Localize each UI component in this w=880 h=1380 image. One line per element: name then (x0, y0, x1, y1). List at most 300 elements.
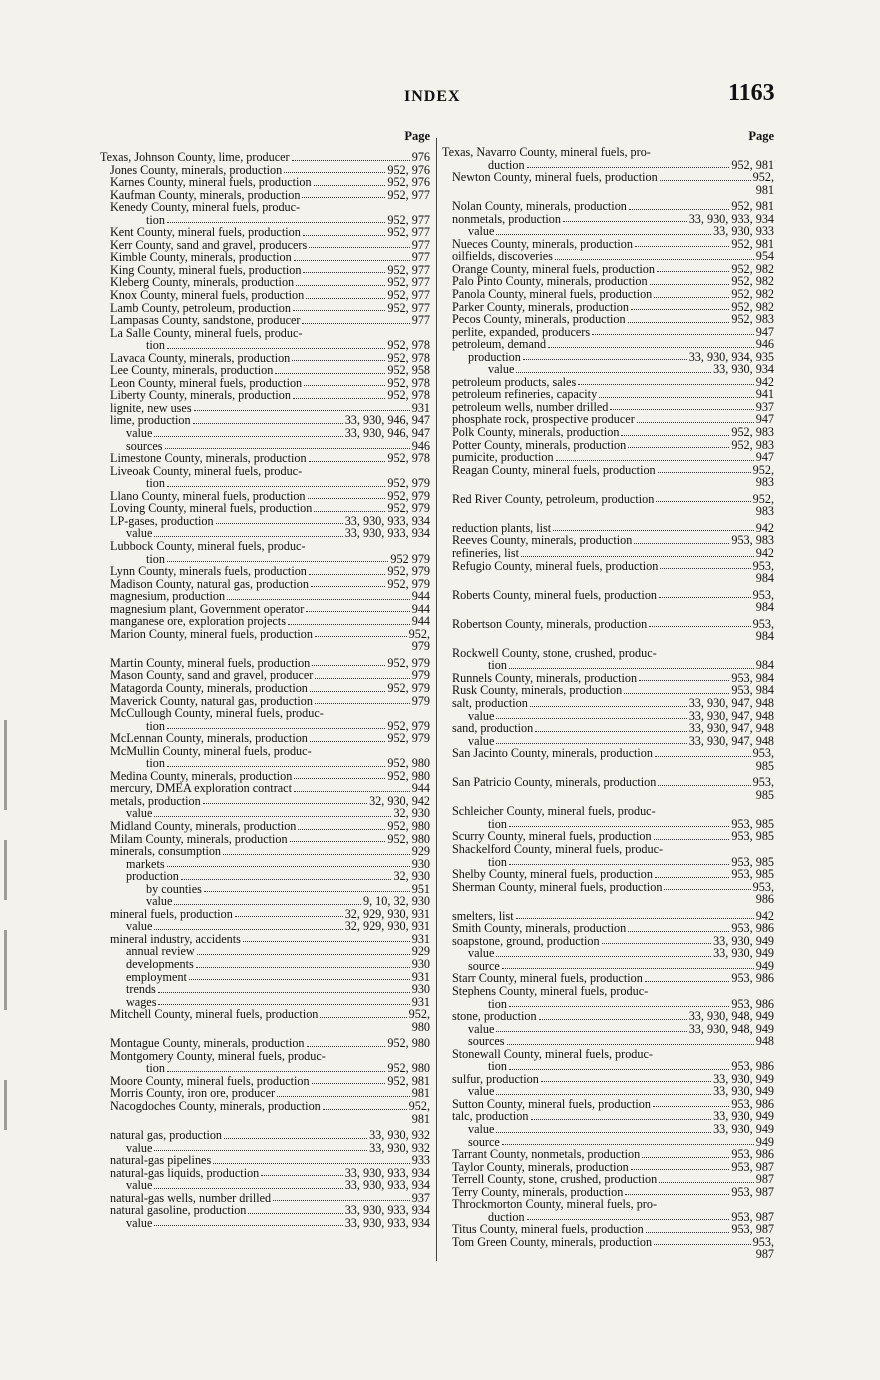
page-reference: 952, 978 (387, 375, 430, 390)
index-term: reduction plants, list (452, 520, 552, 535)
index-term: Kleberg County, minerals, production (110, 275, 295, 290)
index-term: by counties (146, 881, 202, 896)
index-term: value (126, 919, 153, 934)
dot-leader (296, 285, 385, 286)
index-entry (100, 1217, 430, 1230)
index-term: Nolan County, minerals, production (452, 199, 627, 214)
dot-leader (292, 360, 385, 361)
index-entry (100, 732, 430, 745)
page-reference: 953, 986 (731, 1096, 774, 1111)
dot-leader (527, 167, 730, 168)
dot-leader (323, 1109, 407, 1110)
dot-leader (154, 1150, 367, 1151)
dot-leader (307, 1046, 386, 1047)
index-column-left (100, 128, 430, 1229)
page-reference: 953, 987 (731, 1209, 774, 1224)
dot-leader (261, 1175, 342, 1176)
dot-leader (507, 1044, 754, 1045)
index-term: perlite, expanded, producers (452, 324, 591, 339)
index-entry (100, 1113, 430, 1126)
page-reference: 930 (411, 856, 430, 871)
dot-leader (654, 839, 730, 840)
index-term: natural-gas wells, number drilled (110, 1190, 272, 1205)
page-reference: 952, 977 (387, 288, 430, 303)
dot-leader (293, 398, 385, 399)
dot-leader (223, 854, 410, 855)
page-reference: 977 (411, 250, 430, 265)
index-entry (100, 590, 430, 603)
index-term: Red River County, petroleum, production (452, 491, 655, 506)
page-reference: 947 (755, 412, 774, 427)
index-entry (100, 502, 430, 515)
index-entry (442, 1173, 774, 1186)
page-reference: 946 (411, 438, 430, 453)
page-reference: 984 (755, 629, 774, 644)
index-term: Midland County, minerals, production (110, 818, 297, 833)
index-term: Reeves County, minerals, production (452, 533, 633, 548)
page-reference: 942 (755, 545, 774, 560)
page-reference: 952, 977 (387, 225, 430, 240)
page-reference: 953, 986 (731, 996, 774, 1011)
page-reference: 953, 983 (731, 533, 774, 548)
index-entry (442, 288, 774, 301)
page-reference: 33, 930, 934 (713, 362, 774, 377)
page-reference: 981 (411, 1111, 430, 1126)
index-entry (100, 895, 430, 908)
index-term: sources (126, 438, 163, 453)
index-term: nonmetals, production (452, 211, 561, 226)
page-reference: 33, 930, 947, 948 (688, 721, 774, 736)
index-term: tion (146, 551, 165, 566)
page-reference: 33, 930, 949 (713, 1071, 774, 1086)
page-reference: 33, 930, 946, 947 (344, 426, 430, 441)
page-reference: 33, 930, 932 (369, 1128, 430, 1143)
index-term: petroleum wells, number drilled (452, 399, 609, 414)
page-number: 1163 (728, 80, 775, 106)
page-reference: 983 (755, 475, 774, 490)
page-reference: 9, 10, 32, 930 (362, 894, 430, 909)
page-reference: 954 (755, 249, 774, 264)
index-term: smelters, list (452, 908, 514, 923)
index-entry (100, 565, 430, 578)
page-reference: 952, 979 (387, 731, 430, 746)
dot-leader (314, 511, 385, 512)
index-term: Rusk County, minerals, production (452, 683, 623, 698)
page-reference: 953, 986 (731, 1147, 774, 1162)
index-term: Lee County, minerals, production (110, 363, 274, 378)
index-entry (442, 1148, 774, 1161)
index-entry (100, 364, 430, 377)
index-entry (442, 426, 774, 439)
page-reference: 937 (755, 399, 774, 414)
dot-leader (167, 728, 385, 729)
index-term: Rockwell County, stone, crushed, produc- (452, 645, 657, 660)
dot-leader (216, 523, 343, 524)
page-reference: 980 (411, 1019, 430, 1034)
index-term: Marion County, mineral fuels, production (110, 626, 313, 641)
page-reference: 944 (411, 601, 430, 616)
index-term: natural gas, production (110, 1128, 223, 1143)
dot-leader (315, 636, 407, 637)
dot-leader (154, 1225, 342, 1226)
page-reference: 953, (752, 879, 774, 894)
page-reference: 953, 985 (731, 829, 774, 844)
index-term: Kerr County, sand and gravel, producers (110, 237, 308, 252)
page-reference: 930 (411, 957, 430, 971)
index-term: King County, mineral fuels, production (110, 262, 302, 277)
index-term: mineral fuels, production (110, 906, 233, 921)
index-list-left (100, 151, 430, 1229)
index-term: Shelby County, mineral fuels, production (452, 867, 653, 882)
page-reference: 33, 930, 933, 934 (344, 1165, 430, 1180)
index-entry (100, 1037, 430, 1050)
running-title: INDEX (404, 88, 461, 105)
index-term: production (468, 349, 521, 364)
index-term: Runnels County, minerals, production (452, 670, 638, 685)
page-reference: 953, 985 (731, 854, 774, 869)
page-reference: 952, 978 (387, 338, 430, 353)
dot-leader (154, 816, 391, 817)
index-entry (100, 1021, 430, 1034)
index-entry (442, 225, 774, 238)
dot-leader (578, 384, 754, 385)
page-reference: 946 (755, 337, 774, 352)
page-reference: 952, 979 (387, 680, 430, 695)
index-term: Limestone County, minerals, production (110, 451, 307, 466)
dot-leader (167, 866, 410, 867)
index-entry (100, 1129, 430, 1142)
dot-leader (659, 597, 751, 598)
page-reference: 949 (755, 1134, 774, 1149)
page-reference: 947 (755, 450, 774, 465)
page-reference: 953, 984 (731, 670, 774, 685)
page-reference: 951 (411, 881, 430, 896)
index-term: Titus County, mineral fuels, production (452, 1222, 644, 1237)
dot-leader (197, 954, 410, 955)
dot-leader (277, 1096, 410, 1097)
index-term: value (126, 806, 153, 821)
dot-leader (273, 1200, 410, 1201)
index-term: Liberty County, minerals, production (110, 388, 291, 403)
page-reference: 33, 930, 949 (713, 1109, 774, 1124)
dot-leader (181, 879, 392, 880)
dot-leader (303, 235, 386, 236)
dot-leader (288, 624, 410, 625)
index-term: Texas, Johnson County, lime, producer (100, 150, 290, 164)
dot-leader (635, 246, 729, 247)
page-reference: 952, (408, 1099, 430, 1114)
dot-leader (637, 422, 754, 423)
dot-leader (167, 766, 385, 767)
dot-leader (275, 373, 385, 374)
dot-leader (314, 185, 386, 186)
index-term: tion (146, 212, 165, 227)
index-entry (100, 958, 430, 971)
index-term: value (126, 1178, 153, 1193)
index-term: source (468, 958, 500, 973)
page-reference: 33, 930, 949 (713, 933, 774, 948)
dot-leader (539, 1019, 687, 1020)
index-term: Kenedy County, mineral fuels, produc- (110, 200, 301, 215)
page-reference: 952, (408, 1007, 430, 1022)
page-reference: 944 (411, 781, 430, 796)
page-reference: 979 (411, 668, 430, 683)
dot-leader (646, 1232, 730, 1233)
page-reference: 952, (408, 626, 430, 641)
dot-leader (509, 668, 754, 669)
dot-leader (320, 1017, 406, 1018)
dot-leader (660, 568, 750, 569)
page-reference: 941 (755, 387, 774, 402)
page-reference: 953, 985 (731, 867, 774, 882)
page-reference: 931 (411, 969, 430, 984)
page-header (0, 80, 880, 120)
page-reference: 953, 986 (731, 921, 774, 936)
dot-leader (309, 461, 386, 462)
page-reference: 953, 984 (731, 683, 774, 698)
dot-leader (167, 486, 385, 487)
dot-leader (311, 586, 385, 587)
dot-leader (167, 348, 385, 349)
index-term: metals, production (110, 793, 201, 808)
index-term: value (126, 1140, 153, 1155)
page-reference: 33, 930, 949 (713, 1084, 774, 1099)
page-reference: 985 (755, 787, 774, 802)
dot-leader (158, 992, 410, 993)
page-reference: 953, 986 (731, 971, 774, 986)
dot-leader (496, 718, 686, 719)
index-list-right (442, 146, 774, 1261)
page-reference: 33, 930, 933, 934 (344, 1178, 430, 1193)
page-reference: 33, 930, 933 (713, 224, 774, 239)
index-term: value (468, 224, 495, 239)
index-term: San Jacinto County, minerals, production (452, 746, 653, 761)
page-reference: 976 (411, 150, 430, 164)
page-reference: 952, (752, 170, 774, 185)
dot-leader (509, 826, 729, 827)
page-reference: 33, 930, 948, 949 (688, 1021, 774, 1036)
index-entry (442, 760, 774, 773)
page-reference: 952, 979 (387, 564, 430, 579)
dot-leader (189, 979, 410, 980)
index-entry (100, 314, 430, 327)
page-reference: 937 (411, 1190, 430, 1205)
page-reference: 942 (755, 374, 774, 389)
page-reference: 953, 987 (731, 1159, 774, 1174)
index-entry (442, 618, 774, 631)
dot-leader (309, 247, 410, 248)
dot-leader (165, 448, 410, 449)
page-reference: 977 (411, 237, 430, 252)
index-term: Tarrant County, nonmetals, production (452, 1147, 641, 1162)
page-reference: 952, 976 (387, 162, 430, 177)
page-reference: 931 (411, 400, 430, 415)
index-term: tion (488, 816, 507, 831)
dot-leader (308, 498, 386, 499)
page-reference: 33, 930, 932 (369, 1140, 430, 1155)
page-reference: 952, 978 (387, 388, 430, 403)
scan-artifact (4, 930, 7, 1010)
dot-leader (294, 791, 410, 792)
index-term: Stephens County, mineral fuels, produc- (452, 984, 649, 998)
index-term: Leon County, mineral fuels, production (110, 375, 303, 390)
dot-leader (502, 968, 754, 969)
index-entry (442, 572, 774, 585)
dot-leader (629, 209, 729, 210)
index-entry (442, 1010, 774, 1023)
page-reference: 985 (755, 758, 774, 773)
index-term: Tom Green County, minerals, production (452, 1234, 653, 1249)
dot-leader (602, 943, 711, 944)
page-reference: 33, 930, 947, 948 (688, 733, 774, 748)
dot-leader (655, 756, 751, 757)
page-reference: 952 979 (390, 551, 430, 566)
index-term: sand, production (452, 721, 534, 736)
dot-leader (658, 785, 750, 786)
dot-leader (657, 271, 729, 272)
page-reference: 952, 977 (387, 262, 430, 277)
dot-leader (302, 197, 385, 198)
index-entry (442, 1123, 774, 1136)
page-reference: 984 (755, 600, 774, 615)
page-reference: 33, 930, 948, 949 (688, 1009, 774, 1024)
index-term: value (126, 526, 153, 541)
index-term: Montgomery County, mineral fuels, produc- (110, 1048, 326, 1063)
index-entry (442, 805, 774, 818)
dot-leader (312, 665, 385, 666)
dot-leader (167, 222, 385, 223)
page-reference: 977 (411, 313, 430, 328)
index-entry (442, 747, 774, 760)
dot-leader (659, 1182, 754, 1183)
page-reference: 952, 977 (387, 300, 430, 315)
page-reference: 952, 977 (387, 275, 430, 290)
page-reference: 952, 981 (731, 199, 774, 214)
index-entry (442, 922, 774, 935)
index-entry (100, 1008, 430, 1021)
page-reference: 979 (411, 693, 430, 708)
page-reference: 986 (755, 892, 774, 907)
index-entry (100, 176, 430, 189)
page-reference: 952, 977 (387, 187, 430, 202)
page-reference: 949 (755, 958, 774, 973)
index-entry (442, 601, 774, 614)
dot-leader (294, 260, 410, 261)
index-term: magnesium plant, Government operator (110, 601, 305, 616)
page-reference: 952, 979 (387, 501, 430, 516)
index-term: Roberts County, mineral fuels, production (452, 587, 658, 602)
index-term: Orange County, mineral fuels, production (452, 261, 655, 276)
index-term: Schleicher County, mineral fuels, produc- (452, 804, 656, 819)
column-heading-left: Page (404, 129, 430, 143)
index-term: annual review (126, 944, 195, 959)
index-term: Kent County, mineral fuels, production (110, 225, 301, 240)
page-reference: 933 (411, 1153, 430, 1168)
page-reference: 929 (411, 944, 430, 959)
index-term: value (468, 946, 495, 961)
page-reference: 32, 930 (393, 806, 430, 821)
page-reference: 33, 930, 933, 934 (344, 513, 430, 528)
page-reference: 952, 978 (387, 350, 430, 365)
index-entry (100, 1179, 430, 1192)
page-reference: 33, 930, 949 (713, 946, 774, 961)
dot-leader (303, 272, 385, 273)
index-term: trends (126, 982, 156, 997)
dot-leader (496, 956, 711, 957)
page-reference: 32, 930, 942 (369, 793, 430, 808)
index-term: value (488, 362, 515, 377)
index-entry (442, 146, 774, 159)
index-term: Morris County, iron ore, producer (110, 1086, 276, 1101)
page-reference: 953, (752, 775, 774, 790)
dot-leader (548, 347, 754, 348)
page-reference: 952, 982 (731, 299, 774, 314)
page-reference: 979 (411, 639, 430, 654)
dot-leader (203, 803, 367, 804)
dot-leader (496, 743, 686, 744)
index-term: Lamb County, petroleum, production (110, 300, 291, 315)
dot-leader (563, 221, 687, 222)
index-term: petroleum refineries, capacity (452, 387, 598, 402)
index-term: phosphate rock, prospective producer (452, 412, 635, 427)
index-term: McCullough County, mineral fuels, produc- (110, 706, 324, 721)
index-term: tion (146, 718, 165, 733)
index-term: Kimble County, minerals, production (110, 250, 292, 265)
page-reference: 33, 930, 947, 948 (688, 695, 774, 710)
page-reference: 33, 930, 949 (713, 1122, 774, 1137)
index-term: value (126, 426, 153, 441)
index-entry (442, 1198, 774, 1211)
page-reference: 952, 980 (387, 1036, 430, 1051)
page-reference: 952, 979 (387, 488, 430, 503)
index-term: tion (146, 476, 165, 491)
index-entry (100, 983, 430, 996)
index-entry (442, 363, 774, 376)
index-entry (442, 338, 774, 351)
dot-leader (315, 678, 409, 679)
page-reference: 952, 979 (387, 655, 430, 670)
index-term: Loving County, mineral fuels, production (110, 501, 313, 516)
index-term: natural-gas liquids, production (110, 1165, 260, 1180)
index-term: Newton County, mineral fuels, production (452, 170, 658, 185)
index-term: Matagorda County, minerals, production (110, 680, 308, 695)
dot-leader (509, 1069, 729, 1070)
page-reference: 33, 930, 933, 934 (344, 526, 430, 541)
dot-leader (174, 904, 361, 905)
index-term: Liveoak County, mineral fuels, produc- (110, 463, 303, 478)
dot-leader (496, 1094, 711, 1095)
index-entry (442, 505, 774, 518)
dot-leader (535, 731, 686, 732)
index-term: value (146, 894, 173, 909)
index-term: San Patricio County, minerals, production (452, 775, 657, 790)
dot-leader (516, 918, 754, 919)
index-term: Shackelford County, mineral fuels, produc- (452, 841, 664, 856)
index-term: lignite, new uses (110, 400, 192, 415)
index-entry (442, 659, 774, 672)
index-entry (100, 845, 430, 858)
dot-leader (306, 611, 409, 612)
dot-leader (509, 864, 729, 865)
dot-leader (154, 929, 342, 930)
dot-leader (555, 259, 754, 260)
page-reference: 952, 979 (387, 576, 430, 591)
index-entry (442, 868, 774, 881)
dot-leader (628, 931, 729, 932)
index-term: value (468, 733, 495, 748)
dot-leader (294, 778, 385, 779)
page-reference: 952, 981 (387, 1073, 430, 1088)
